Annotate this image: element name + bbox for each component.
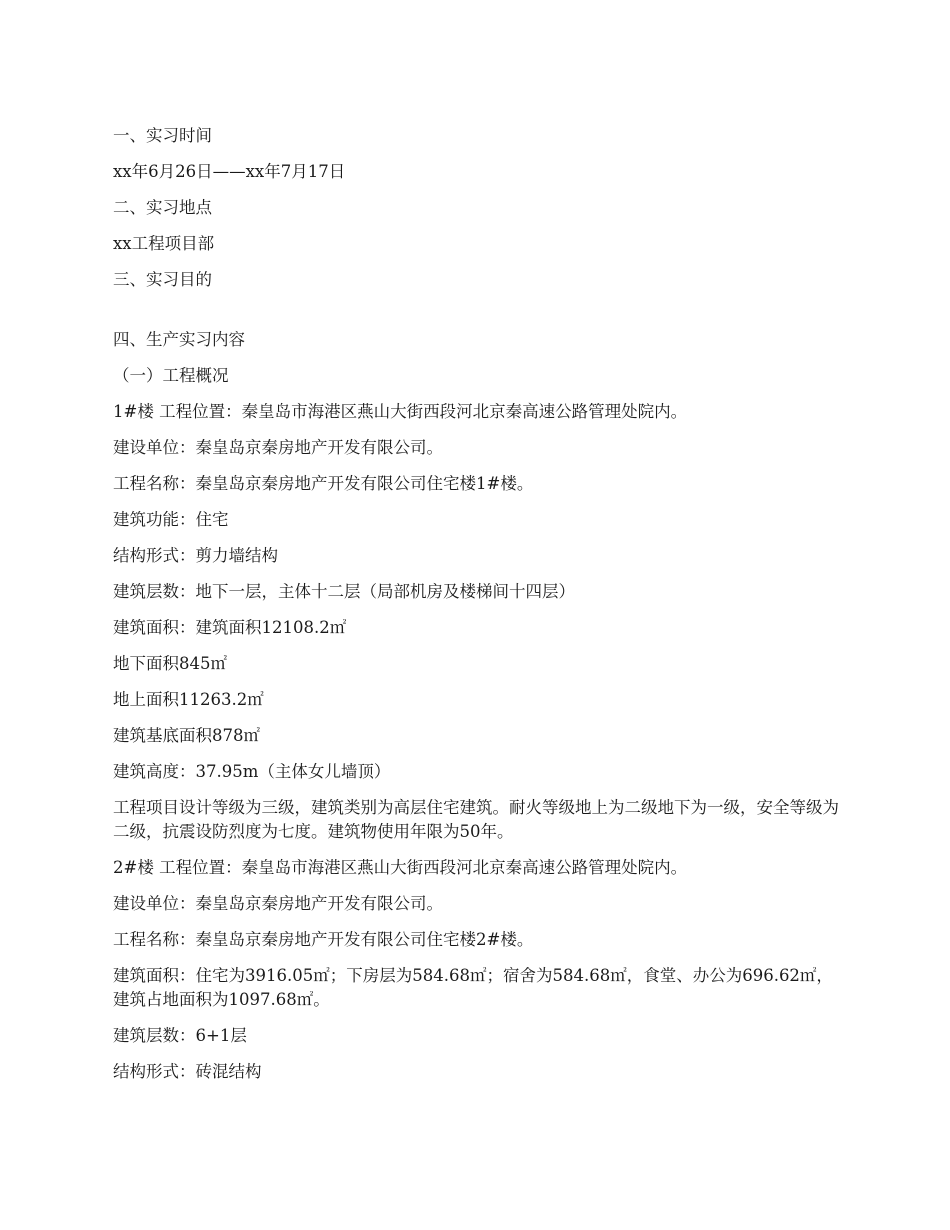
building1-total-area: 建筑面积：建筑面积12108.2㎡ [113,618,347,637]
section-heading-internship-content: 四、生产实习内容 [113,330,245,349]
building1-design-grade: 工程项目设计等级为三级，建筑类别为高层住宅建筑。耐火等级地上为二级地下为一级，安全等级为二级，抗震设防烈度为七度。建筑物使用年限为50年。 [113,798,839,841]
section-heading-internship-location: 二、实习地点 [113,198,212,217]
section-heading-internship-time: 一、实习时间 [113,126,212,145]
blank-line [113,304,843,328]
building1-height: 建筑高度：37.95m（主体女儿墙顶） [113,762,391,781]
section-heading-internship-purpose: 三、实习目的 [113,270,212,289]
building1-underground-area: 地下面积845㎡ [113,654,227,673]
building1-base-area: 建筑基底面积878㎡ [113,726,260,745]
building2-structure: 结构形式：砖混结构 [113,1062,262,1081]
building2-owner: 建设单位：秦皇岛京秦房地产开发有限公司。 [113,894,443,913]
building2-area: 建筑面积：住宅为3916.05㎡；下房层为584.68㎡；宿舍为584.68㎡，食堂、办公为696.62㎡，建筑占地面积为1097.68㎡。 [113,966,833,1009]
subsection-heading-project-overview: （一）工程概况 [113,366,229,385]
building1-floors: 建筑层数：地下一层，主体十二层（局部机房及楼梯间十四层） [113,582,575,601]
building1-location: 1#楼 工程位置：秦皇岛市海港区燕山大街西段河北京秦高速公路管理处院内。 [113,402,688,421]
building1-aboveground-area: 地上面积11263.2㎡ [113,690,264,709]
building1-structure: 结构形式：剪力墙结构 [113,546,278,565]
building2-project-name: 工程名称：秦皇岛京秦房地产开发有限公司住宅楼2#楼。 [113,930,534,949]
building1-project-name: 工程名称：秦皇岛京秦房地产开发有限公司住宅楼1#楼。 [113,474,534,493]
building2-location: 2#楼 工程位置：秦皇岛市海港区燕山大街西段河北京秦高速公路管理处院内。 [113,858,688,877]
building2-floors: 建筑层数：6+1层 [113,1026,247,1045]
document-body [113,124,843,1096]
internship-dates: xx年6月26日——xx年7月17日 [113,162,346,181]
building1-owner: 建设单位：秦皇岛京秦房地产开发有限公司。 [113,438,443,457]
building1-function: 建筑功能：住宅 [113,510,229,529]
internship-location: xx工程项目部 [113,234,215,253]
